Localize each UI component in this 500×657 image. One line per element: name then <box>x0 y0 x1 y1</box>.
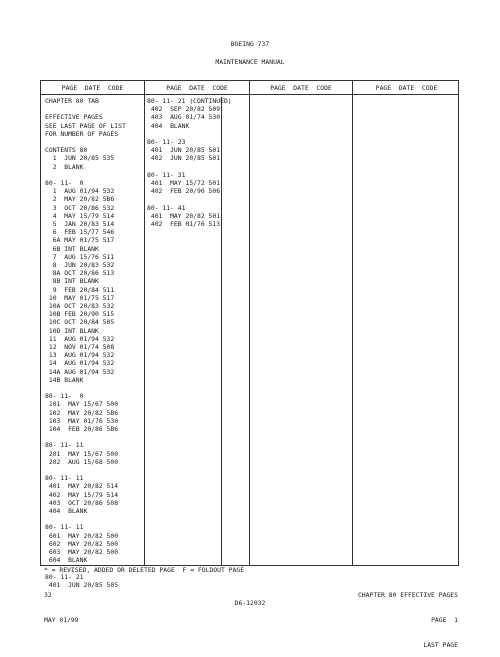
page-entry: 403 AUG 01/74 530 <box>147 113 221 122</box>
entry-block <box>147 97 232 130</box>
block-heading: EFFECTIVE PAGES <box>45 113 103 122</box>
page-entry: 14A AUG 01/94 532 <box>45 367 115 376</box>
entry-block <box>45 146 126 171</box>
page-entry: 401 JUN 20/85 501 <box>147 146 221 155</box>
page-entry: 6 FEB 15/77 546 <box>45 228 115 237</box>
page-entry: 403 OCT 20/86 508 <box>45 498 119 507</box>
entry-block <box>45 523 126 564</box>
page-entry: 201 MAY 15/67 500 <box>45 449 119 458</box>
page-entry: 10D INT BLANK <box>45 326 99 335</box>
footer-date: MAY 01/99 <box>44 616 79 625</box>
page-entry: 603 MAY 20/82 500 <box>45 548 119 557</box>
block-heading: 80- 11- 0 <box>45 178 84 187</box>
page-entry: 8A OCT 20/86 513 <box>45 269 115 278</box>
page-entry: 102 MAY 20/82 5B6 <box>45 408 119 417</box>
page-entry: 3 OCT 20/86 532 <box>45 203 115 212</box>
page-entry: 402 FEB 01/76 513 <box>147 220 221 228</box>
column-header-2: PAGE DATE CODE <box>166 84 228 92</box>
footer-page: PAGE 1 <box>431 616 458 625</box>
page-entry: 12 NOV 01/74 508 <box>45 343 115 352</box>
page-entry: SEE LAST PAGE OF LIST <box>45 121 126 130</box>
block-heading: 80- 11- 31 <box>147 170 186 179</box>
page-entry: 6B INT BLANK <box>45 244 99 253</box>
page-entry: 402 SEP 20/82 509 <box>147 105 221 114</box>
column-divider-2 <box>249 81 250 565</box>
footer-right <box>358 575 458 657</box>
page-entry: 14B BLANK <box>45 375 84 384</box>
column-header-3: PAGE DATE CODE <box>270 84 332 92</box>
page-entry: 10C OCT 20/84 505 <box>45 318 115 327</box>
block-heading: 80- 11- 41 <box>147 203 186 212</box>
entry-block <box>147 138 232 163</box>
entry-block <box>45 113 126 138</box>
page-entry: 402 JUN 20/85 501 <box>147 154 221 163</box>
entry-block <box>45 97 126 105</box>
entry-block <box>45 179 126 384</box>
page-entry: 14 AUG 01/94 532 <box>45 359 115 368</box>
page-entry: 103 MAY 01/76 530 <box>45 416 119 425</box>
page-entry: 2 BLANK <box>45 162 84 171</box>
column-1-entries <box>45 97 126 589</box>
column-divider-1 <box>144 81 145 565</box>
entry-block <box>45 441 126 466</box>
manual-title: BOEING 737 <box>230 40 270 48</box>
page-entry: 5 JAN 20/83 514 <box>45 220 115 228</box>
page-entry: 401 MAY 20/82 501 <box>147 211 221 220</box>
entry-block <box>45 474 126 515</box>
page-entry: 9 FEB 20/84 511 <box>45 285 115 294</box>
page-entry: 401 MAY 15/72 501 <box>147 179 221 187</box>
page-entry: 202 AUG 15/68 500 <box>45 457 119 466</box>
block-heading: 80- 11- 21 <box>45 572 84 581</box>
page-entry: 8B INT BLANK <box>45 277 99 286</box>
page-entry: 6A MAY 01/75 517 <box>45 236 115 245</box>
footer-page-number: 32 <box>44 591 52 600</box>
page-entry: 402 MAY 15/79 514 <box>45 490 119 499</box>
entry-block <box>45 392 126 433</box>
page-entry: 10B FEB 20/90 515 <box>45 310 115 319</box>
page-entry: 401 JUN 20/85 505 <box>45 580 119 589</box>
block-heading: CHAPTER 80 TAB <box>45 97 99 105</box>
page-entry: 404 BLANK <box>45 507 88 516</box>
page-entry: 401 MAY 20/82 514 <box>45 482 119 491</box>
page-entry: 10 MAY 01/75 517 <box>45 293 115 302</box>
page-entry: 404 BLANK <box>147 121 190 130</box>
entry-block <box>147 171 232 196</box>
page-entry: FOR NUMBER OF PAGES <box>45 129 119 138</box>
block-heading: 80- 11- 11 <box>45 441 84 450</box>
page-entry: 7 AUG 15/76 511 <box>45 252 115 261</box>
page-entry: 104 FEB 20/86 5B6 <box>45 425 119 434</box>
column-divider-3 <box>352 81 353 565</box>
page-entry: 2 MAY 20/82 5B6 <box>45 195 115 204</box>
page-entry: 4 MAY 15/79 514 <box>45 211 115 220</box>
column-header-1: PAGE DATE CODE <box>61 84 124 92</box>
block-heading: CONTENTS 80 <box>45 146 88 155</box>
page-entry: 1 AUG 01/94 532 <box>45 187 115 196</box>
page-entry: 604 BLANK <box>45 556 88 565</box>
block-heading: 80- 11- 11 <box>45 523 84 532</box>
document-number: D6-12032 <box>234 599 266 607</box>
page-entry: 10A OCT 20/83 532 <box>45 302 115 311</box>
page-entry: 101 MAY 15/67 500 <box>45 400 119 409</box>
page-entry: 601 MAY 20/82 500 <box>45 531 119 540</box>
page-entry: 602 MAY 20/82 500 <box>45 539 119 548</box>
footer-chapter: CHAPTER 80 EFFECTIVE PAGES <box>357 591 458 600</box>
block-heading: 80- 11- 23 <box>147 138 186 146</box>
footnote-legend: * = REVISED, ADDED OR DELETED PAGE F = FOLDOUT PAGE <box>44 566 245 574</box>
column-header-4: PAGE DATE CODE <box>375 84 438 92</box>
manual-subtitle: MAINTENANCE MANUAL <box>215 58 285 66</box>
page-entry: 8 JUN 20/83 532 <box>45 261 115 270</box>
page-entry: 402 FEB 20/90 506 <box>147 187 221 196</box>
footer-last-page: LAST PAGE <box>423 640 458 649</box>
block-heading: 80- 11- 0 <box>45 392 84 401</box>
page-entry: 11 AUG 01/94 532 <box>45 334 115 343</box>
block-heading: 80- 11- 21 (CONTINUED) <box>147 97 232 105</box>
column-2-entries <box>147 97 232 228</box>
page-entry: 13 AUG 01/94 532 <box>45 351 115 360</box>
page-entry: 1 JUN 20/85 535 <box>45 154 115 163</box>
block-heading: 80- 11- 11 <box>45 474 84 483</box>
entry-block <box>147 204 232 229</box>
